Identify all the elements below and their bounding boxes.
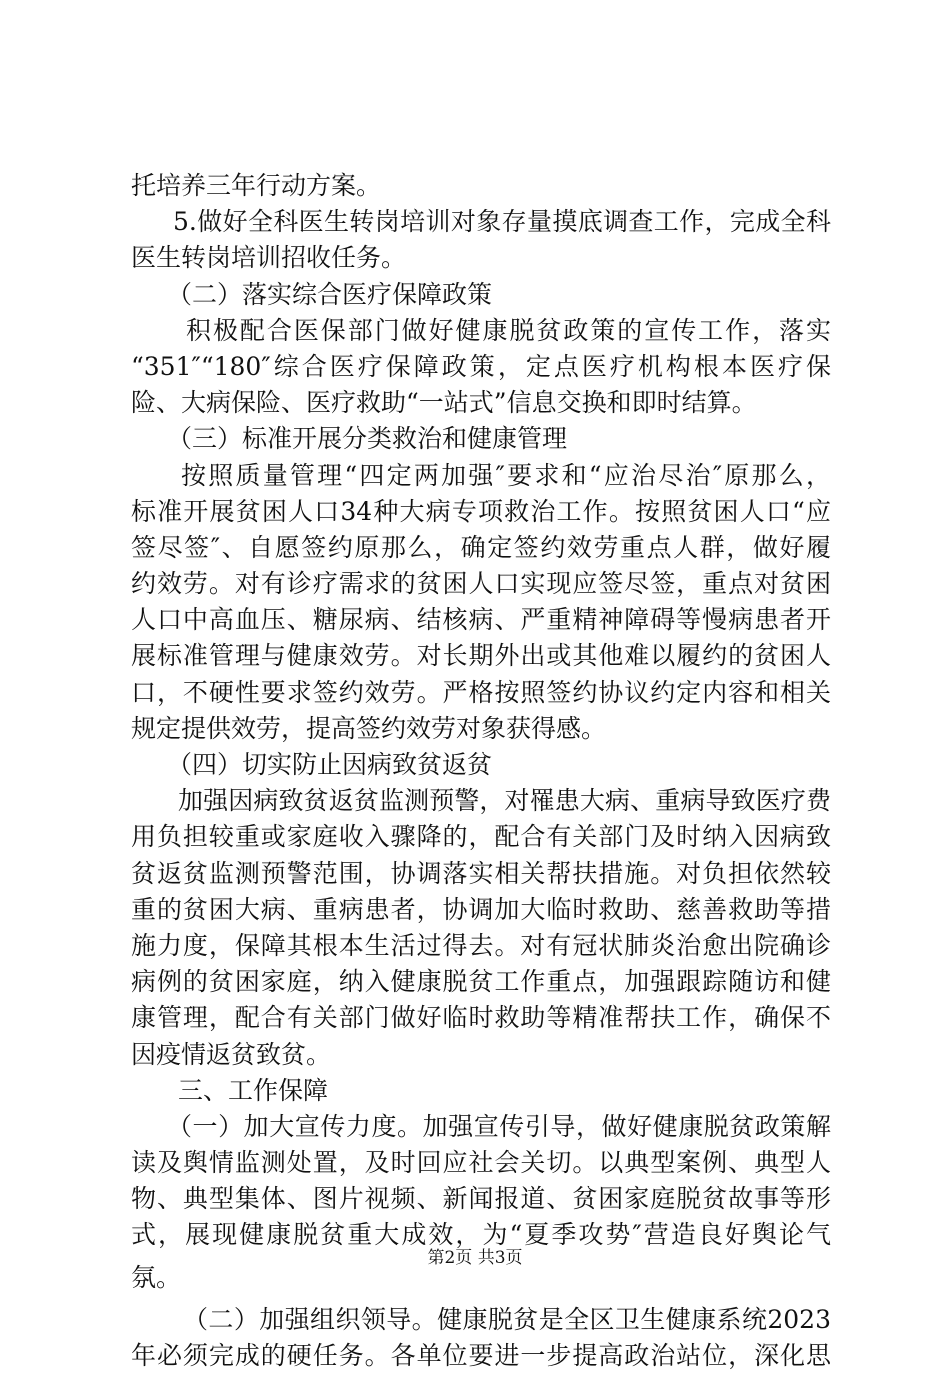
text-line: 氛。 — [131, 1262, 182, 1292]
text-line: （三）标准开展分类救治和健康管理 — [167, 424, 568, 454]
text-line: 康管理，配合有关部门做好临时救助等精准帮扶工作，确保不 — [131, 1003, 831, 1033]
text-line: 读及舆情监测处置，及时回应社会关切。以典型案例、典型人 — [131, 1148, 831, 1178]
text-line: 重的贫困大病、重病患者，协调加大临时救助、慈善救助等措 — [131, 894, 831, 924]
text-line: 加强因病致贫返贫监测预警，对罹患大病、重病导致医疗费 — [178, 786, 831, 816]
text-line: 因疫情返贫致贫。 — [131, 1039, 332, 1069]
text-line: 规定提供效劳，提高签约效劳对象获得感。 — [131, 713, 607, 743]
text-line: 式，展现健康脱贫重大成效，为“夏季攻势″营造良好舆论气 — [131, 1220, 831, 1250]
text-line: 贫返贫监测预警范围，协调落实相关帮扶措施。对负担依然较 — [131, 858, 831, 888]
text-line: 5.做好全科医生转岗培训对象存量摸底调查工作，完成全科 — [173, 207, 831, 237]
text-line: 托培养三年行动方案。 — [131, 171, 382, 200]
text-line: 医生转岗培训招收任务。 — [131, 243, 407, 273]
text-line: 约效劳。对有诊疗需求的贫困人口实现应签尽签，重点对贫困 — [131, 569, 831, 599]
text-line: （四）切实防止因病致贫返贫 — [167, 750, 493, 779]
text-line: （二）加强组织领导。健康脱贫是全区卫生健康系统2023 — [183, 1304, 831, 1334]
text-line: 年必须完成的硬任务。各单位要进一步提高政治站位，深化思 — [131, 1341, 831, 1370]
text-line: 口，不硬性要求签约效劳。严格按照签约协议约定内容和相关 — [131, 677, 831, 707]
text-line: 用负担较重或家庭收入骤降的，配合有关部门及时纳入因病致 — [131, 822, 831, 852]
text-line: “351″“180″综合医疗保障政策，定点医疗机构根本医疗保 — [131, 351, 831, 381]
text-line: 签尽签″、自愿签约原那么，确定签约效劳重点人群，做好履 — [131, 532, 831, 562]
text-line: 按照质量管理“四定两加强″要求和“应治尽治″原那么， — [181, 460, 831, 490]
document-body — [131, 168, 831, 1374]
text-line: （二）落实综合医疗保障政策 — [167, 279, 493, 309]
text-line: 人口中高血压、糖尿病、结核病、严重精神障碍等慢病患者开 — [131, 605, 831, 635]
text-line: 物、典型集体、图片视频、新闻报道、贫困家庭脱贫故事等形 — [131, 1184, 831, 1214]
text-line: 展标准管理与健康效劳。对长期外出或其他难以履约的贫困人 — [131, 641, 831, 671]
text-line: 三、工作保障 — [178, 1075, 329, 1105]
text-line: 险、大病保险、医疗救助“一站式”信息交换和即时结算。 — [131, 388, 757, 418]
text-line: 施力度，保障其根本生活过得去。对有冠状肺炎治愈出院确诊 — [131, 930, 831, 960]
page-footer: 第2页 共3页 — [427, 1248, 523, 1268]
text-line: 病例的贫困家庭，纳入健康脱贫工作重点，加强跟踪随访和健 — [131, 967, 831, 997]
text-line: 积极配合医保部门做好健康脱贫政策的宣传工作，落实 — [186, 315, 831, 345]
text-line: （一）加大宣传力度。加强宣传引导，做好健康脱贫政策解 — [167, 1111, 831, 1141]
text-line: 标准开展贫困人口34种大病专项救治工作。按照贫困人口“应 — [131, 496, 831, 526]
